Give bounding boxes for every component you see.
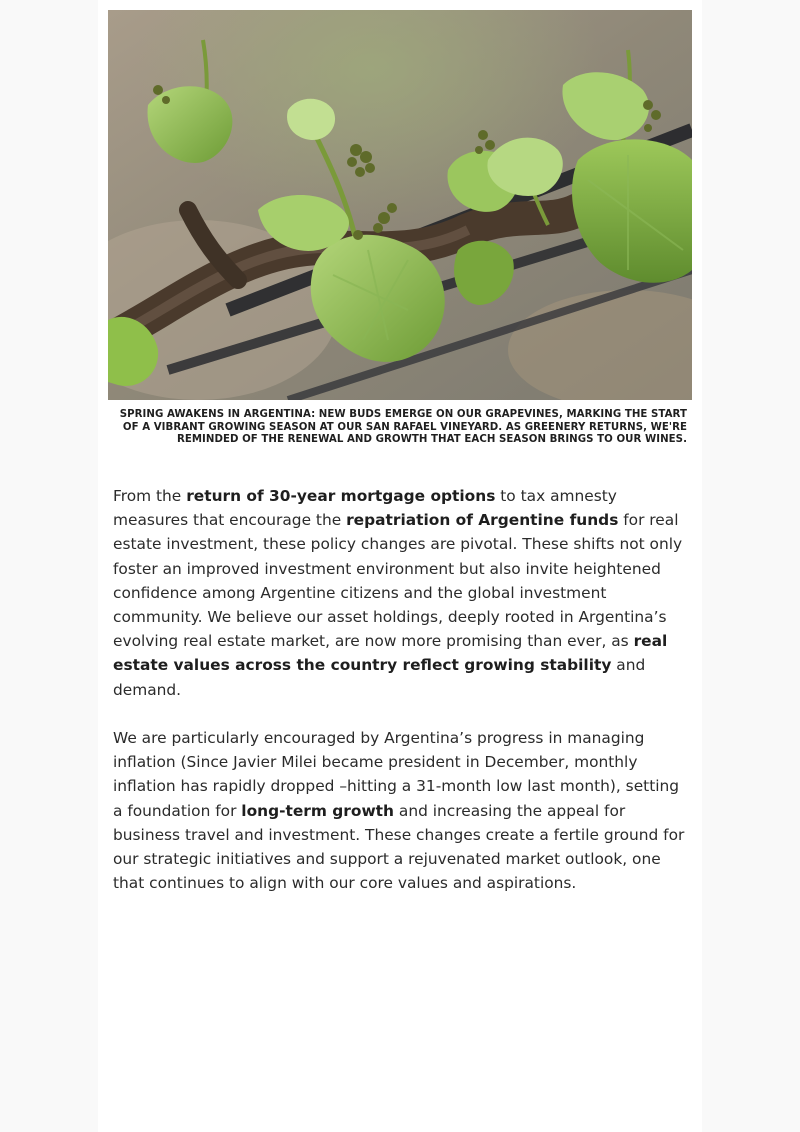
highlight-repatriation: repatriation of Argentine funds [346,511,619,530]
article-body [113,484,688,920]
paragraph-policy-changes: From the return of 30-year mortgage options to tax amnesty measures that encourage the repatriation of Argentine funds for real estate investment, these policy changes are pivotal. These shifts not only foster an improved investment environment but also invite heightened confidence among Argentine citizens and the global investment community. We believe our asset holdings, deeply rooted in Argentina’s evolving real estate market, are now more promising than ever, as real estate values across the country reflect growing stability and demand. [113,487,683,699]
vineyard-photo [108,10,692,400]
newsletter-content [98,0,702,1132]
highlight-mortgage: return of 30-year mortgage options [186,487,496,505]
highlight-long-term-growth: long-term growth [241,801,395,820]
highlight-real-estate-values: real estate values across the country reflect growing stability [113,632,668,675]
photo-caption: SPRING AWAKENS IN ARGENTINA: NEW BUDS EMERGE ON OUR GRAPEVINES, MARKING THE START OF A VIBRANT GROWING SEASON AT OUR SAN RAFAEL VINEYARD. AS GREENERY RETURNS, WE'RE REMINDED OF THE RENEWAL AND GROWTH THAT EACH SEASON BRINGS TO OUR WINES. [119,409,687,445]
paragraph-inflation: We are particularly encouraged by Argentina’s progress in managing inflation (Since Javier Milei became president in December, monthly inflation has rapidly dropped –hitting a 31-month low last month), setting a foundation for long-term growth and increasing the appeal for business travel and investment. These changes create a fertile ground for our strategic initiatives and support a rejuvenated market outlook, one that continues to align with our core values and aspirations. [113,729,685,893]
